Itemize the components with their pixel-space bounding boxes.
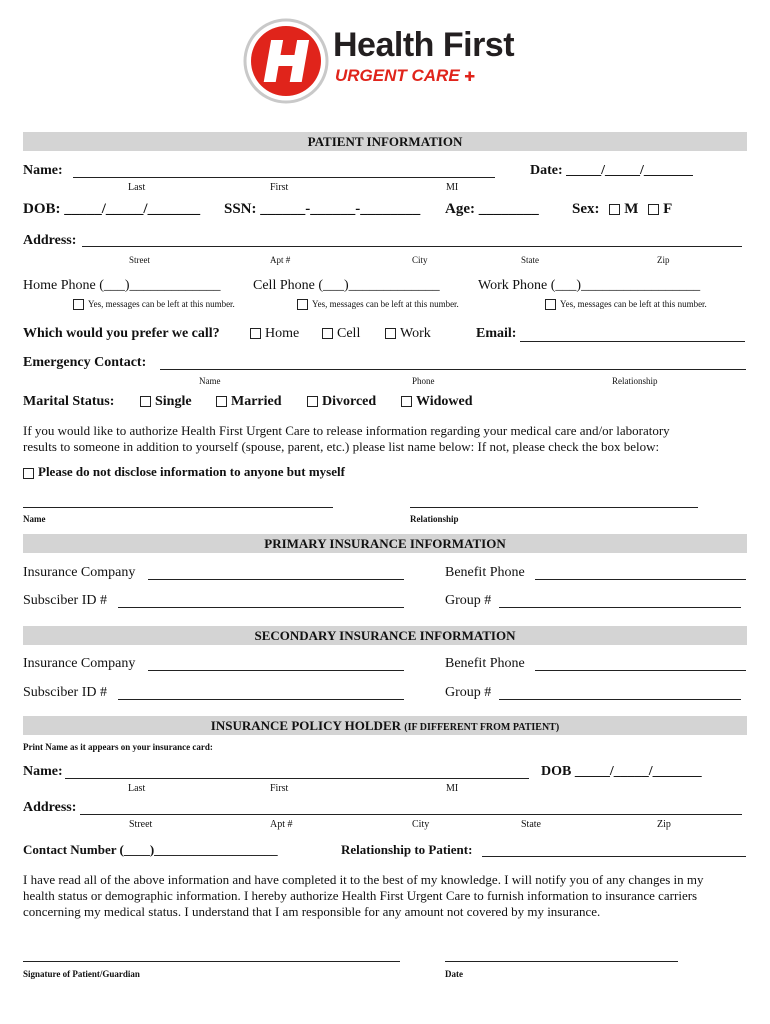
section-primary-insurance: PRIMARY INSURANCE INFORMATION bbox=[23, 534, 747, 553]
sub-emergency-relationship: Relationship bbox=[612, 376, 658, 386]
marital-widowed bbox=[401, 394, 473, 410]
secondary-subscriber-label: Subsciber ID # bbox=[23, 685, 107, 700]
marital-married-checkbox[interactable] bbox=[216, 396, 227, 407]
marital-divorced bbox=[307, 394, 376, 410]
marital-single-label: Single bbox=[155, 394, 192, 409]
holder-sub-city: City bbox=[412, 819, 430, 830]
holder-dob-field[interactable]: DOB _____/_____/_______ bbox=[541, 764, 702, 779]
holder-sub-first: First bbox=[270, 783, 289, 794]
msg-ok-work bbox=[545, 299, 707, 310]
primary-group-field[interactable] bbox=[499, 607, 741, 608]
prefer-cell-label: Cell bbox=[337, 326, 361, 341]
name-field[interactable] bbox=[73, 177, 495, 178]
sub-last: Last bbox=[128, 182, 146, 193]
marital-widowed-label: Widowed bbox=[416, 394, 473, 409]
sub-mi: MI bbox=[446, 182, 459, 193]
release-relationship-field[interactable] bbox=[410, 507, 698, 508]
emergency-field[interactable] bbox=[160, 369, 746, 370]
consent-text-2: health status or demographic information. I hereby authorize Health First Urgent Care to furnish information to insurance carriers bbox=[23, 888, 698, 903]
holder-sub-last: Last bbox=[128, 783, 146, 794]
email-field[interactable] bbox=[520, 341, 745, 342]
signature-field[interactable] bbox=[23, 961, 400, 962]
logo bbox=[243, 18, 543, 104]
address-field[interactable] bbox=[82, 246, 742, 247]
holder-name-label: Name: bbox=[23, 764, 63, 779]
release-text-2: results to someone in addition to yourself (spouse, parent, etc.) please list name below: If not, please check the box below: bbox=[23, 439, 660, 454]
brand-subtitle bbox=[335, 66, 475, 86]
sex-m-label: M bbox=[624, 201, 639, 217]
holder-address-label: Address: bbox=[23, 800, 77, 815]
age-field[interactable]: Age: ________ bbox=[445, 201, 539, 217]
no-disclose-label: Please do not disclose information to anyone but myself bbox=[38, 464, 345, 479]
name-label: Name: bbox=[23, 163, 63, 178]
policy-holder-note: (IF DIFFERENT FROM PATIENT) bbox=[404, 722, 560, 733]
primary-benefit-field[interactable] bbox=[535, 579, 746, 580]
prefer-work bbox=[385, 326, 431, 342]
no-disclose-checkbox[interactable] bbox=[23, 468, 34, 479]
prefer-home-checkbox[interactable] bbox=[250, 328, 261, 339]
brand-name: Health First bbox=[333, 26, 515, 64]
medical-cross-icon: ✚ bbox=[464, 69, 476, 84]
logo-mark-icon bbox=[243, 18, 329, 104]
brand-subtitle-text: URGENT CARE bbox=[335, 66, 460, 85]
prefer-cell bbox=[322, 326, 360, 342]
sex-m-checkbox[interactable] bbox=[609, 204, 620, 215]
release-text-1: If you would like to authorize Health First Urgent Care to release information regarding your medical care and/or laboratory bbox=[23, 423, 670, 438]
date-field[interactable]: Date: _____/_____/_______ bbox=[530, 163, 693, 178]
marital-married-label: Married bbox=[231, 394, 282, 409]
section-secondary-insurance: SECONDARY INSURANCE INFORMATION bbox=[23, 626, 747, 645]
dob-field[interactable]: DOB: _____/_____/_______ bbox=[23, 201, 201, 217]
section-patient-information: PATIENT INFORMATION bbox=[23, 132, 747, 151]
msg-ok-home-label: Yes, messages can be left at this number. bbox=[88, 299, 235, 309]
secondary-benefit-field[interactable] bbox=[535, 670, 746, 671]
holder-sub-zip: Zip bbox=[657, 819, 671, 830]
primary-company-label: Insurance Company bbox=[23, 565, 136, 580]
policy-holder-title: INSURANCE POLICY HOLDER bbox=[210, 718, 402, 733]
msg-ok-cell-label: Yes, messages can be left at this number. bbox=[312, 299, 459, 309]
signature-date-label: Date bbox=[445, 969, 463, 979]
section-policy-holder bbox=[23, 716, 747, 735]
secondary-subscriber-field[interactable] bbox=[118, 699, 404, 700]
sub-emergency-name: Name bbox=[199, 376, 221, 386]
holder-contact-field[interactable]: Contact Number (____)___________________ bbox=[23, 842, 278, 857]
msg-ok-cell-checkbox[interactable] bbox=[297, 299, 308, 310]
sex-f-checkbox[interactable] bbox=[648, 204, 659, 215]
holder-sub-street: Street bbox=[129, 819, 153, 830]
secondary-company-label: Insurance Company bbox=[23, 656, 136, 671]
primary-subscriber-field[interactable] bbox=[118, 607, 404, 608]
consent-text-3: concerning my medical status. I understand that I am responsible for any amount not covered by my insurance. bbox=[23, 904, 601, 919]
sub-apt: Apt # bbox=[270, 255, 291, 265]
sub-street: Street bbox=[129, 255, 150, 265]
signature-date-field[interactable] bbox=[445, 961, 678, 962]
sub-emergency-phone: Phone bbox=[412, 376, 435, 386]
marital-divorced-label: Divorced bbox=[322, 394, 377, 409]
email-label: Email: bbox=[476, 326, 517, 341]
release-name-field[interactable] bbox=[23, 507, 333, 508]
prefer-work-checkbox[interactable] bbox=[385, 328, 396, 339]
no-disclose bbox=[23, 464, 345, 480]
holder-sub-apt: Apt # bbox=[270, 819, 293, 830]
sex-label: Sex: bbox=[572, 201, 600, 217]
secondary-group-field[interactable] bbox=[499, 699, 741, 700]
emergency-label: Emergency Contact: bbox=[23, 355, 147, 370]
prefer-cell-checkbox[interactable] bbox=[322, 328, 333, 339]
secondary-benefit-label: Benefit Phone bbox=[445, 656, 525, 671]
msg-ok-work-checkbox[interactable] bbox=[545, 299, 556, 310]
prefer-work-label: Work bbox=[400, 326, 431, 341]
print-name-note: Print Name as it appears on your insurance card: bbox=[23, 742, 213, 752]
primary-subscriber-label: Subsciber ID # bbox=[23, 593, 107, 608]
ssn-field[interactable]: SSN: ______-______-________ bbox=[224, 201, 421, 217]
address-label: Address: bbox=[23, 233, 77, 248]
prefer-home bbox=[250, 326, 299, 342]
release-name-label: Name bbox=[23, 514, 46, 524]
prefer-call-label: Which would you prefer we call? bbox=[23, 326, 220, 341]
msg-ok-cell bbox=[297, 299, 459, 310]
holder-relationship-label: Relationship to Patient: bbox=[341, 842, 473, 857]
marital-single bbox=[140, 394, 192, 410]
secondary-group-label: Group # bbox=[445, 685, 492, 700]
consent-text-1: I have read all of the above information and have completed it to the best of my knowledge. I will notify you of any changes in my bbox=[23, 872, 704, 887]
sex-group bbox=[572, 201, 672, 218]
sex-f-label: F bbox=[663, 201, 673, 217]
msg-ok-home bbox=[73, 299, 235, 310]
marital-married bbox=[216, 394, 282, 410]
sub-state: State bbox=[521, 255, 539, 265]
primary-group-label: Group # bbox=[445, 593, 492, 608]
holder-sub-mi: MI bbox=[446, 783, 459, 794]
msg-ok-home-checkbox[interactable] bbox=[73, 299, 84, 310]
marital-label: Marital Status: bbox=[23, 394, 115, 409]
cell-phone-field[interactable]: Cell Phone (___)_____________ bbox=[253, 278, 440, 293]
signature-label: Signature of Patient/Guardian bbox=[23, 969, 140, 979]
sub-first: First bbox=[270, 182, 289, 193]
holder-relationship-field[interactable] bbox=[482, 856, 746, 857]
work-phone-field[interactable]: Work Phone (___)_________________ bbox=[478, 278, 701, 293]
holder-sub-state: State bbox=[521, 819, 541, 830]
prefer-home-label: Home bbox=[265, 326, 300, 341]
msg-ok-work-label: Yes, messages can be left at this number. bbox=[560, 299, 707, 309]
sub-zip: Zip bbox=[657, 255, 670, 265]
marital-single-checkbox[interactable] bbox=[140, 396, 151, 407]
marital-widowed-checkbox[interactable] bbox=[401, 396, 412, 407]
primary-company-field[interactable] bbox=[148, 579, 404, 580]
primary-benefit-label: Benefit Phone bbox=[445, 565, 525, 580]
sub-city: City bbox=[412, 255, 428, 265]
holder-name-field[interactable] bbox=[65, 778, 529, 779]
release-relationship-label: Relationship bbox=[410, 514, 459, 524]
marital-divorced-checkbox[interactable] bbox=[307, 396, 318, 407]
home-phone-field[interactable]: Home Phone (___)_____________ bbox=[23, 278, 221, 293]
secondary-company-field[interactable] bbox=[148, 670, 404, 671]
holder-address-field[interactable] bbox=[80, 814, 742, 815]
